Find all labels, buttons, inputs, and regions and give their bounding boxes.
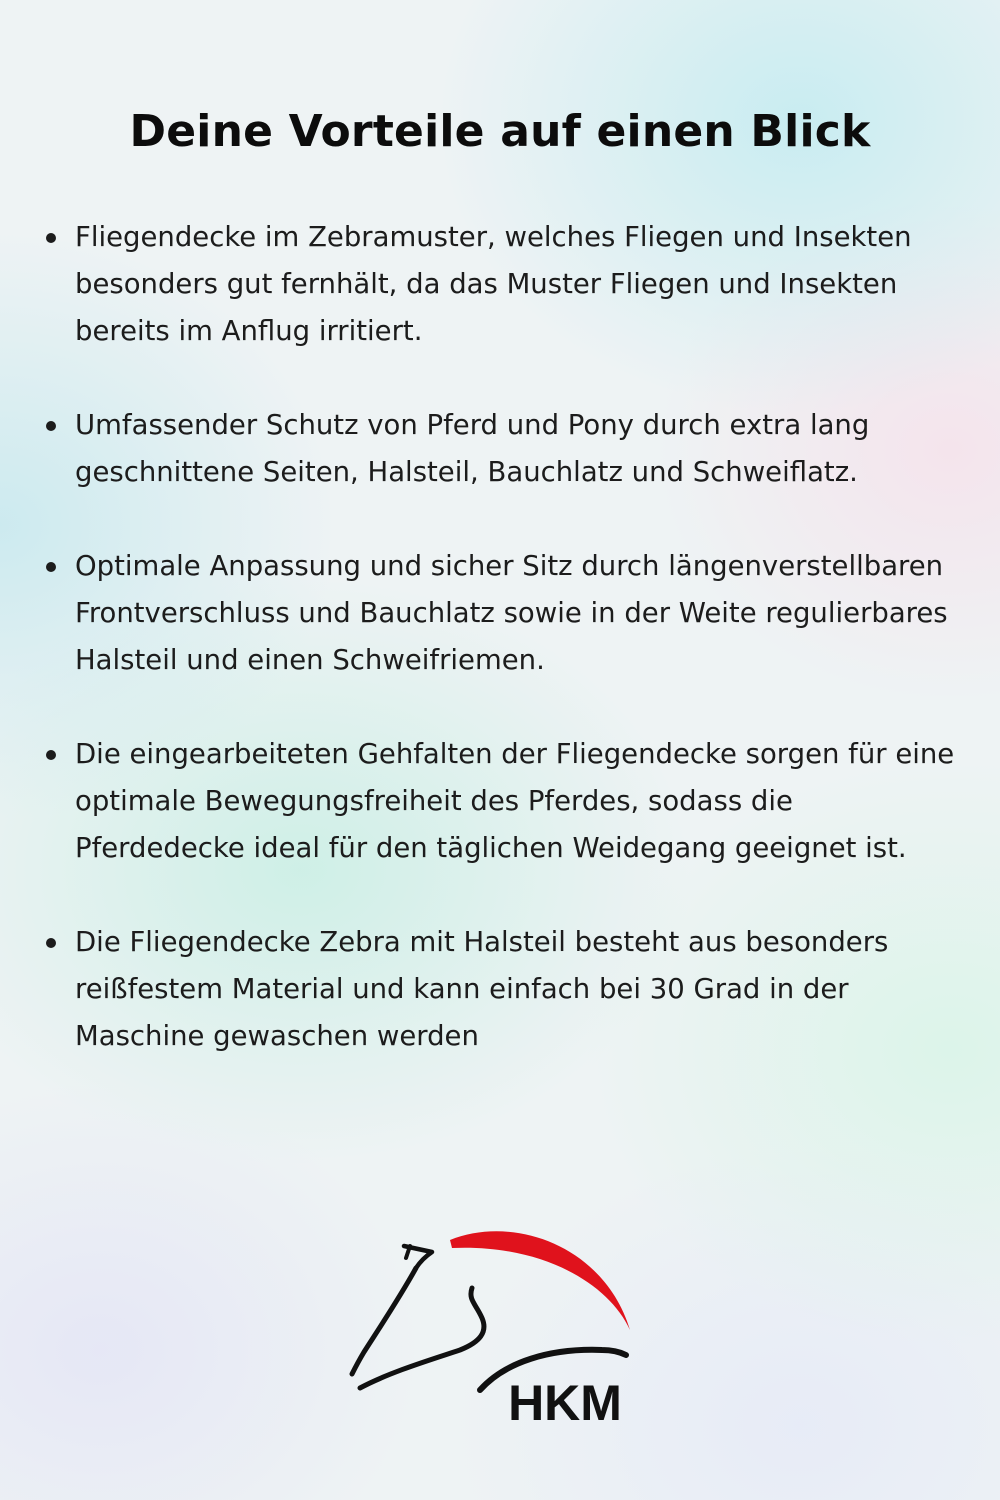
bullet-icon bbox=[46, 562, 56, 572]
list-item bbox=[0, 543, 960, 684]
benefits-list bbox=[0, 214, 1000, 1107]
bullet-icon bbox=[46, 233, 56, 243]
bullet-icon bbox=[46, 421, 56, 431]
benefit-text: Optimale Anpassung und sicher Sitz durch längenverstellbaren Frontverschluss und Bauchlatz sowie in der Weite regulierbares Halsteil und einen Schweifriemen. bbox=[75, 550, 948, 676]
list-item bbox=[0, 731, 960, 872]
benefit-text: Umfassender Schutz von Pferd und Pony durch extra lang geschnittene Seiten, Halsteil, Bauchlatz und Schweiflatz. bbox=[75, 409, 870, 488]
bullet-icon bbox=[46, 938, 56, 948]
logo-mane-icon bbox=[450, 1231, 630, 1330]
logo-face-icon bbox=[352, 1268, 416, 1374]
horse-head-logo-icon bbox=[340, 1222, 640, 1432]
benefit-text: Fliegendecke im Zebramuster, welches Fliegen und Insekten besonders gut fernhält, da das Muster Fliegen und Insekten bereits im Anflug irritiert. bbox=[75, 221, 912, 347]
logo-text: HKM bbox=[508, 1375, 622, 1431]
bullet-icon bbox=[46, 750, 56, 760]
benefit-text: Die Fliegendecke Zebra mit Halsteil besteht aus besonders reißfestem Material und kann einfach bei 30 Grad in der Maschine gewaschen werden bbox=[75, 926, 889, 1052]
hkm-logo bbox=[340, 1222, 640, 1432]
benefit-text: Die eingearbeiteten Gehfalten der Fliegendecke sorgen für eine optimale Bewegungsfreiheit des Pferdes, sodass die Pferdedecke ideal für den täglichen Weidegang geeignet ist. bbox=[75, 738, 955, 864]
page-title: Deine Vorteile auf einen Blick bbox=[129, 106, 871, 157]
list-item bbox=[0, 214, 960, 355]
list-item bbox=[0, 402, 960, 496]
logo-jaw-icon bbox=[360, 1288, 484, 1388]
list-item bbox=[0, 919, 960, 1060]
